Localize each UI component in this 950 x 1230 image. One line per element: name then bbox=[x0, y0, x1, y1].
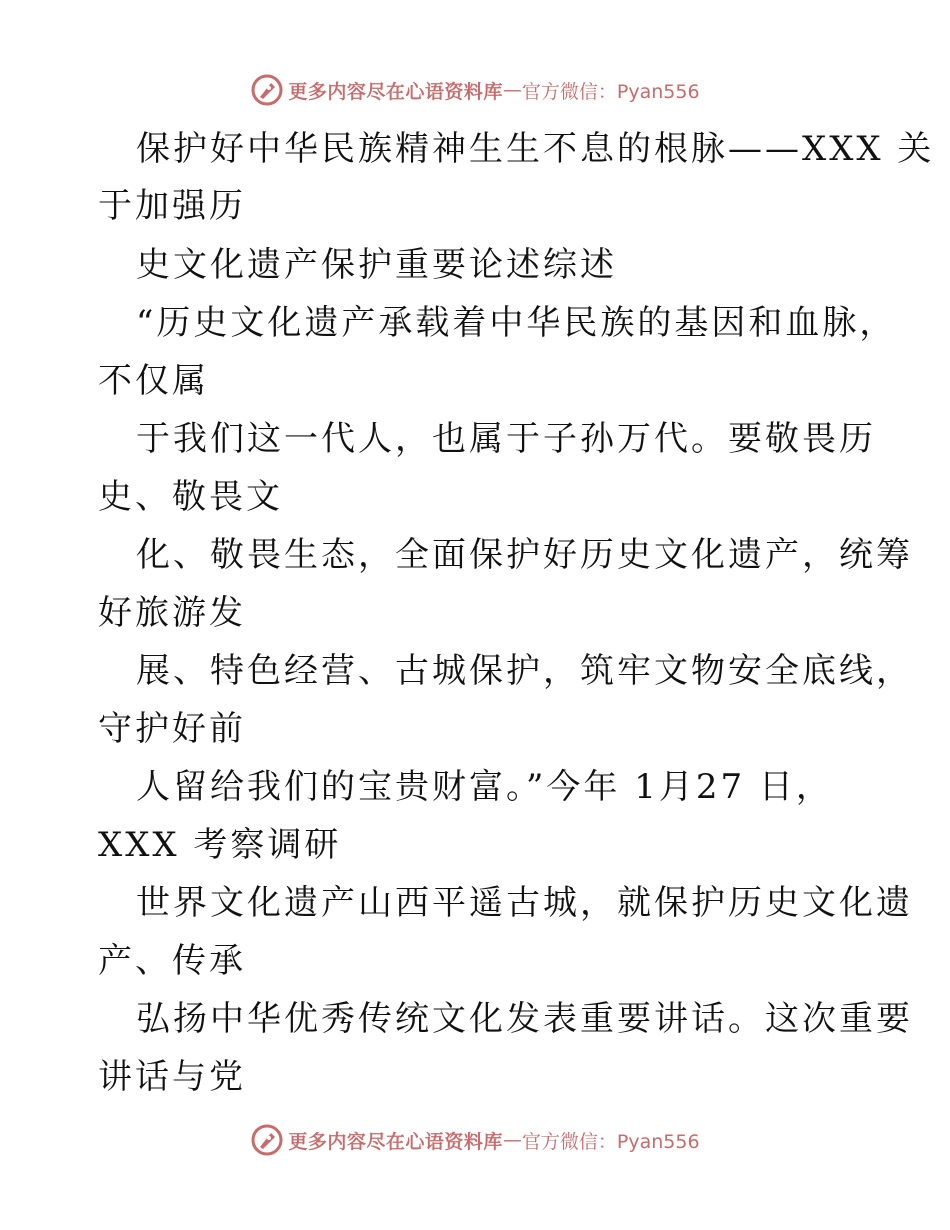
text-line: 不仅属 bbox=[98, 361, 209, 401]
text-line: 史文化遗产保护重要论述综述 bbox=[136, 245, 617, 285]
text-line: 于加强历 bbox=[98, 186, 246, 226]
text-line: 人留给我们的宝贵财富。”今年 1月27 日， bbox=[136, 767, 833, 807]
text-line: 保护好中华民族精神生生不息的根脉——XXX 关 bbox=[136, 129, 935, 169]
site-name-text: 更多内容尽在心语资料库 bbox=[288, 80, 503, 103]
pen-nib-icon bbox=[250, 1123, 284, 1157]
text-line: 产、传承 bbox=[98, 941, 246, 981]
text-line: 讲话与党 bbox=[98, 1057, 246, 1097]
text-line: XXX 考察调研 bbox=[98, 825, 342, 865]
text-line: 好旅游发 bbox=[98, 593, 246, 633]
text-line: “历史文化遗产承载着中华民族的基因和血脉， bbox=[136, 303, 897, 343]
pen-nib-icon bbox=[250, 73, 284, 107]
banner-separator: — bbox=[502, 79, 522, 101]
wechat-id-text: 官方微信：Pyan556 bbox=[521, 80, 700, 103]
text-line: 弘扬中华优秀传统文化发表重要讲话。这次重要 bbox=[136, 999, 913, 1039]
text-line: 守护好前 bbox=[98, 709, 246, 749]
text-line: 史、敬畏文 bbox=[98, 477, 283, 517]
banner-separator: — bbox=[502, 1129, 522, 1151]
text-line: 世界文化遗产山西平遥古城，就保护历史文化遗 bbox=[136, 883, 913, 923]
text-line: 于我们这一代人，也属于子孙万代。要敬畏历 bbox=[136, 419, 876, 459]
footer-watermark-banner bbox=[0, 1120, 950, 1160]
header-watermark-banner bbox=[0, 70, 950, 110]
site-name-text: 更多内容尽在心语资料库 bbox=[288, 1130, 503, 1153]
text-line: 展、特色经营、古城保护，筑牢文物安全底线， bbox=[136, 651, 913, 691]
wechat-id-text: 官方微信：Pyan556 bbox=[521, 1130, 700, 1153]
text-line: 化、敬畏生态，全面保护好历史文化遗产，统筹 bbox=[136, 535, 913, 575]
